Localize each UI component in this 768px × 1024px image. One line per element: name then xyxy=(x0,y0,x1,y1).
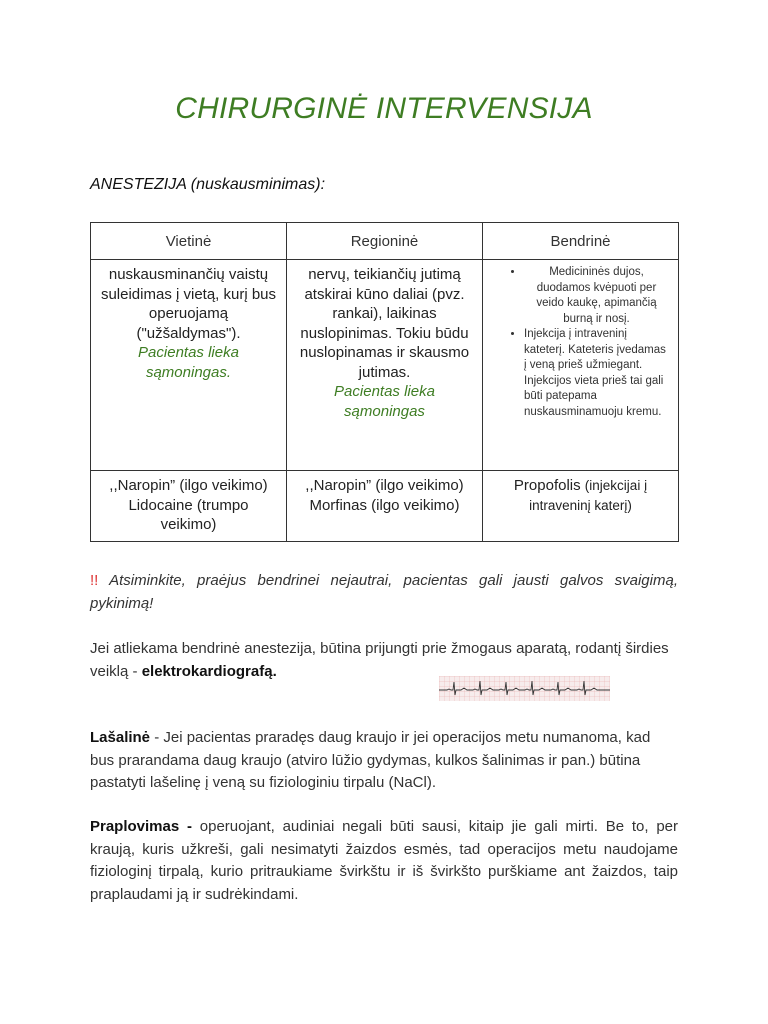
page-title: CHIRURGINĖ INTERVENSIJA xyxy=(175,92,593,125)
rinse-paragraph-text: operuojant, audiniai negali būti sausi, kitaip jie gali mirti. Be to, per kraują, kuris užkreši, gali nesimatyti žaizdos esmės, tad operacijos metu naudojame fiziologinį tirpalą, kurio pritraukiame švirkštu ir iš švirkšto purškiame ant žaizdos, taip praplaudami ją ir sudrėkindami. xyxy=(90,818,679,903)
local-conscious-note: Pacientas lieka sąmoningas. xyxy=(138,344,239,381)
rinse-paragraph-bold: Praplovimas - xyxy=(90,818,192,835)
anesthesia-table xyxy=(90,222,679,542)
general-drug-name: Propofolis xyxy=(513,477,581,494)
regional-description-text: nervų, teikiančių jutimą atskirai kūno daliai (pvz. rankai), laikinas nuslopinimas. Tokiu būdu nuslopinamas ir skausmo jutimas. xyxy=(299,266,470,381)
cell-regional-description xyxy=(287,260,483,471)
table-row-description xyxy=(91,260,679,471)
general-methods-list xyxy=(484,265,677,420)
local-drugs-text: ,,Naropin” (ilgo veikimo) Lidocaine (trumpo veikimo) xyxy=(109,477,268,533)
ecg-strip-image xyxy=(439,676,610,701)
cell-local-drugs xyxy=(91,471,287,542)
list-item: • Injekcija į intraveninį kateterį. Kateteris įvedamas į veną prieš užmiegant. Injekcijos vieta prieš tai gali būti patepama nuskausminamuoju kremu. xyxy=(524,327,669,420)
cell-general-description xyxy=(483,260,679,471)
header-local: Vietinė xyxy=(91,223,287,260)
header-regional: Regioninė xyxy=(287,223,483,260)
regional-conscious-note: Pacientas lieka sąmoningas xyxy=(334,383,435,420)
regional-drugs-text: ,,Naropin” (ilgo veikimo) Morfinas (ilgo veikimo) xyxy=(305,477,464,514)
warning-text: Atsiminkite, praėjus bendrinei nejautrai, pacientas gali jausti galvos svaigimą, pykinimą! xyxy=(90,572,678,612)
ecg-paragraph-bold: elektrokardiografą. xyxy=(141,662,277,680)
drip-paragraph xyxy=(90,727,678,795)
warning-paragraph xyxy=(90,570,678,615)
warning-mark: !! xyxy=(90,572,99,589)
drip-paragraph-text: - Jei pacientas praradęs daug kraujo ir jei operacijos metu numanoma, kad bus prarandama daug kraujo (atviro lūžio gydymas, kulkos šalinimas ir pan.) būtina pastatyti lašelinę į veną su fiziologiniu tirpalu (NaCl). xyxy=(90,729,651,791)
header-general: Bendrinė xyxy=(483,223,679,260)
ecg-paragraph-text: Jei atliekama bendrinė anestezija, būtina prijungti prie žmogaus aparatą, rodantį širdies veiklą - xyxy=(90,640,669,680)
local-description-text: nuskausminančių vaistų suleidimas į vietą, kurį bus operuojamą ("užšaldymas"). xyxy=(100,266,277,342)
table-row-drugs xyxy=(91,471,679,542)
table-header-row xyxy=(91,223,679,260)
cell-general-drugs xyxy=(483,471,679,542)
rinse-paragraph xyxy=(90,816,678,906)
section-heading-anesthesia: ANESTEZIJA (nuskausminimas): xyxy=(90,176,326,193)
cell-local-description xyxy=(91,260,287,471)
cell-regional-drugs xyxy=(287,471,483,542)
list-item: • Medicininės dujos, duodamos kvėpuoti per veido kaukę, apimančią burną ir nosį. xyxy=(524,265,669,327)
general-drug-note: (injekcijai į intraveninį katerį) xyxy=(529,478,648,513)
drip-paragraph-bold: Lašalinė xyxy=(90,729,151,746)
